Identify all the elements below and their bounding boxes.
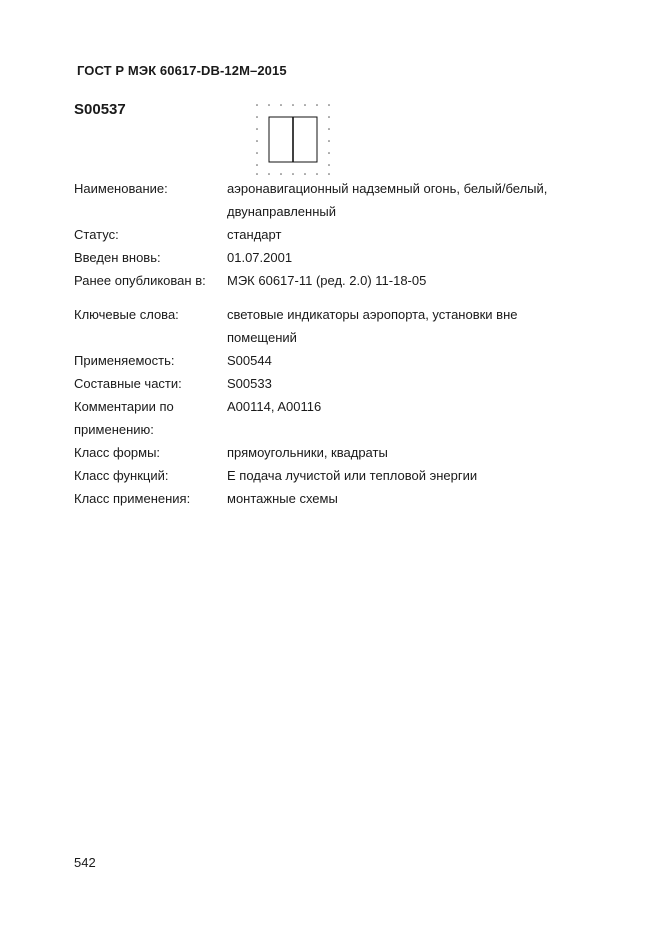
property-key: Введен вновь: xyxy=(74,250,161,265)
properties-table xyxy=(74,177,567,510)
property-row xyxy=(74,177,567,223)
property-row xyxy=(74,464,567,487)
property-row xyxy=(74,487,567,510)
property-value: аэронавигационный надземный огонь, белый/белый, двунаправленный xyxy=(227,181,548,219)
property-row xyxy=(74,223,567,246)
property-key: Статус: xyxy=(74,227,119,242)
property-row xyxy=(74,303,567,349)
symbol-code: S00537 xyxy=(74,101,126,118)
property-value: МЭК 60617-11 (ред. 2.0) 11-18-05 xyxy=(227,273,427,288)
property-row xyxy=(74,269,567,292)
property-value: A00114, A00116 xyxy=(227,399,322,414)
document-header: ГОСТ Р МЭК 60617-DB-12M–2015 xyxy=(77,63,287,78)
property-value: световые индикаторы аэропорта, установки вне помещений xyxy=(227,307,518,345)
property-key: Наименование: xyxy=(74,181,168,196)
property-key: Класс функций: xyxy=(74,468,169,483)
property-value: 01.07.2001 xyxy=(227,250,293,265)
property-key: Применяемость: xyxy=(74,353,175,368)
property-row xyxy=(74,372,567,395)
property-value: монтажные схемы xyxy=(227,491,338,506)
symbol-figure-icon xyxy=(252,100,334,178)
property-row xyxy=(74,395,567,441)
property-row xyxy=(74,441,567,464)
property-key: Составные части: xyxy=(74,376,182,391)
property-value: S00533 xyxy=(227,376,272,391)
property-value: E подача лучистой или тепловой энергии xyxy=(227,468,478,483)
property-key: Ранее опубликован в: xyxy=(74,273,206,288)
property-row xyxy=(74,246,567,269)
page-number: 542 xyxy=(74,855,96,870)
property-key: Комментарии по применению: xyxy=(74,399,174,437)
property-value: прямоугольники, квадраты xyxy=(227,445,388,460)
property-key: Класс формы: xyxy=(74,445,161,460)
property-key: Ключевые слова: xyxy=(74,307,179,322)
property-row xyxy=(74,349,567,372)
property-value: S00544 xyxy=(227,353,272,368)
property-value: стандарт xyxy=(227,227,282,242)
property-key: Класс применения: xyxy=(74,491,191,506)
